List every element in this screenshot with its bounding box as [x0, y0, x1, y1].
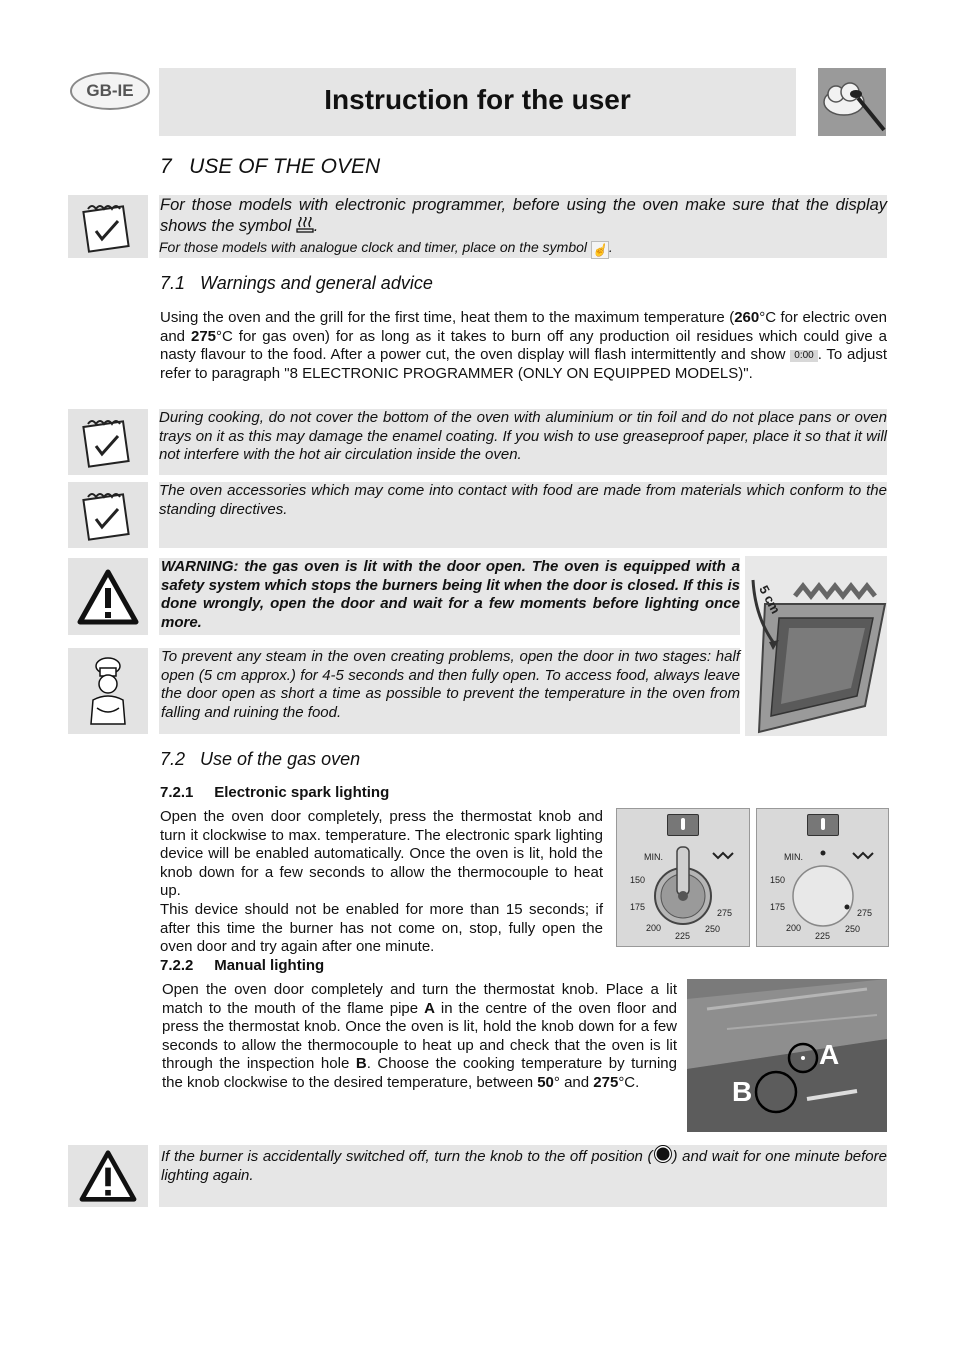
notepad-check-icon	[80, 201, 136, 253]
heat-symbol-icon	[296, 217, 314, 233]
note-icon-box-3	[68, 482, 148, 548]
manual-lighting-text: Open the oven door completely and turn the thermostat knob. Place a lit match to the mouth of the flame pipe A in the centre of the oven floor and press the thermostat knob. Once the oven is lit, hold the knob down for a few seconds to allow the thermocouple to heat up and check that the oven is lit through the inspection hole B. Choose the cooking temperature by turning the knob clockwise to the desired temperature, between 50° and 275°C.	[162, 981, 678, 1091]
note-box-1: For those models with electronic programmer, before using the oven make sure that the display shows the symbol . For those models with analogue clock and timer, place on the symbol ☝ .	[159, 196, 887, 257]
steam-note-text: To prevent any steam in the oven creating problems, open the door in two stages: half open (5 cm approx.) for 4-5 seconds and then fully open. To access food, always leave the door open as short a time as possible to prevent the temperature in the oven from falling and ruining the food.	[161, 648, 740, 721]
country-badge	[70, 72, 150, 110]
dial-label-150: 150	[770, 875, 786, 885]
display-symbol: 0:00	[790, 350, 817, 362]
notepad-check-icon	[80, 489, 136, 541]
chef-icon	[83, 656, 133, 726]
dial-label-175: 175	[770, 902, 786, 912]
dial-label-250: 250	[845, 924, 861, 934]
photo-label-a: A	[819, 1039, 840, 1070]
dial-label-225: 225	[815, 931, 831, 941]
knob-off-position-icon	[653, 1145, 673, 1163]
chef-logo	[818, 68, 886, 136]
dial-label-200: 200	[646, 923, 662, 933]
dial-label-175: 175	[630, 902, 646, 912]
note-box-2	[159, 409, 887, 475]
note-icon-box-1	[68, 195, 148, 258]
note-2-text: During cooking, do not cover the bottom of the oven with aluminium or tin foil and do not place pans or oven trays on it as this may damage the enamel coating. If you wish to use greaseproof paper, place it so that it will not interfere with the hot air circulation inside the oven.	[159, 409, 887, 464]
dial-label-250: 250	[705, 924, 721, 934]
section-7-2-heading: 7.2 Use of the gas oven	[160, 749, 361, 769]
oven-door-illustration	[745, 556, 887, 736]
paragraph-first-use: Using the oven and the grill for the first time, heat them to the maximum temperature (260°C for electric oven and 275°C for gas oven) for as long as it takes to burn off any production oil residues which could give a nasty flavour to the food. After a power cut, the oven display will flash intermittently and show 0:00 . To adjust refer to paragraph "8 ELECTRONIC PROGRAMMER (ONLY ON EQUIPPED MODELS)".	[160, 309, 888, 382]
note-3-text: The oven accessories which may come into contact with food are made from materials which conform to the standing directives.	[159, 482, 887, 518]
dial-label-150: 150	[630, 875, 646, 885]
chef-icon-box	[68, 648, 148, 734]
oven-floor-photo	[687, 979, 887, 1132]
steam-note-box	[159, 648, 740, 734]
warning-triangle-icon	[78, 1149, 138, 1203]
thermostat-dial-max	[756, 808, 889, 947]
country-badge-label: GB-IE	[86, 81, 134, 100]
section-7-heading: 7 USE OF THE OVEN	[160, 155, 381, 178]
dial-label-275: 275	[857, 908, 873, 918]
warning-text: WARNING: the gas oven is lit with the door open. The oven is equipped with a safety system which stops the burners being lit when the door is closed. If this is done wrongly, open the door and wait for a few moments before lighting once more.	[161, 558, 740, 631]
final-warning-text-b: ) and wait for one minute before lighting again.	[161, 1148, 887, 1184]
dial-label-225: 225	[675, 931, 691, 941]
note-1-small-text: For those models with analogue clock and timer, place on the symbol	[159, 239, 588, 255]
note-1-large-text: For those models with electronic programmer, before using the oven make sure that the display shows the symbol	[160, 196, 887, 235]
spark-lighting-text	[160, 808, 603, 957]
notepad-check-icon	[80, 416, 136, 468]
section-7-1-heading: 7.1 Warnings and general advice	[160, 273, 433, 293]
dial-label-200: 200	[786, 923, 802, 933]
section-7-2-1-heading: 7.2.1 Electronic spark lighting	[160, 784, 390, 801]
door-gap-label: 5 cm	[756, 582, 784, 617]
thermostat-dial-pressed	[616, 808, 750, 947]
spark-lighting-p1: Open the oven door completely, press the thermostat knob and turn it clockwise to max. temperature. The electronic spark lighting device will be enabled automatically. Once the oven is lit, hold the knob down for a few seconds to allow the thermocouple to heat up.	[160, 808, 603, 900]
warning-box	[159, 558, 740, 635]
photo-label-b: B	[732, 1076, 753, 1107]
dial-label-275: 275	[717, 908, 733, 918]
dial-label-min: MIN.	[784, 852, 803, 862]
oven-floor-image	[687, 979, 887, 1132]
spark-lighting-p2: This device should not be enabled for more than 15 seconds; if after this time the burner has not come on, stop, fully open the oven door and try again after one minute.	[160, 900, 603, 956]
oven-door-image	[745, 556, 887, 736]
header-bar	[159, 68, 796, 136]
warning-triangle-icon	[76, 568, 140, 626]
warning-icon-box	[68, 558, 148, 635]
page-title: Instruction for the user	[324, 84, 631, 115]
hand-symbol-icon: ☝	[592, 243, 608, 257]
note-icon-box-2	[68, 409, 148, 475]
chef-hat-spoon-icon	[818, 68, 886, 136]
final-warning-icon-box	[68, 1145, 148, 1207]
dial-label-min: MIN.	[644, 852, 663, 862]
note-box-3	[159, 482, 887, 548]
section-7-2-2-heading: 7.2.2 Manual lighting	[160, 957, 325, 974]
final-warning-box	[159, 1145, 887, 1207]
final-warning-text-a: If the burner is accidentally switched off, turn the knob to the off position (	[161, 1148, 653, 1165]
